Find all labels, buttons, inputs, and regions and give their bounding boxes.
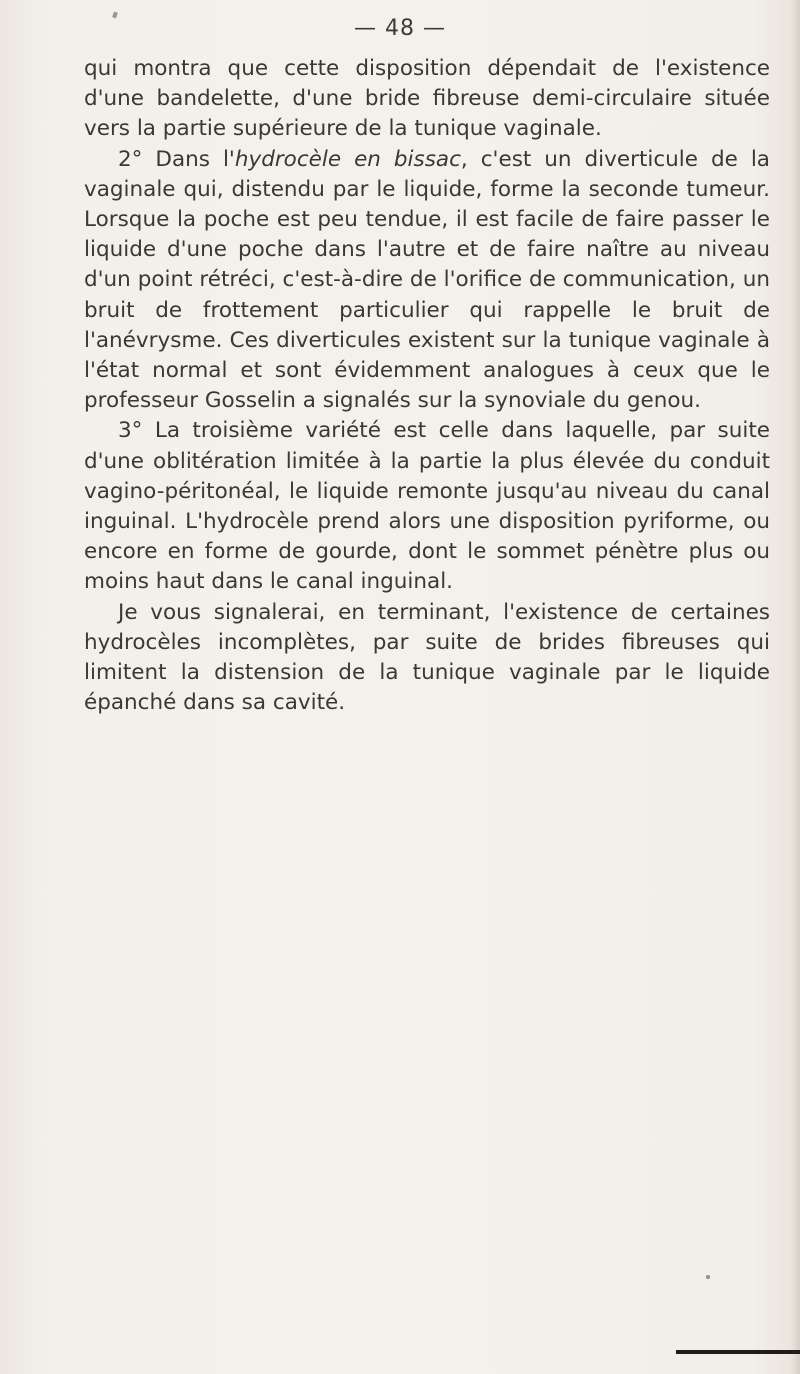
bottom-edge-line <box>676 1350 800 1354</box>
page-edge-shadow <box>790 0 800 1374</box>
paragraph-4: Je vous signalerai, en terminant, l'existence de certaines hydrocèles incomplètes, par suite de brides fibreuses qui limitent la distension de la tunique vaginale par le liquide épanché dans sa cavité. <box>84 599 770 716</box>
paragraph-2-rest: , c'est un diverticule de la vaginale qui, distendu par le liquide, forme la seconde tumeur. Lorsque la poche est peu tendue, il est facile de faire passer le liquide d'une poche dans l'autre et de faire naître au niveau d'un point rétréci, c'est-à-dire de l'orifice de communication, un bruit de frottement particulier qui rappelle le bruit de l'anévrysme. Ces diverticules existent sur la tunique vaginale à l'état normal et sont évidemment analogues à ceux que le professeur Gosselin a signalés sur la synoviale du genou. <box>84 146 770 414</box>
page-text <box>84 54 770 718</box>
page-number: — 48 — <box>354 16 446 41</box>
paragraph-2 <box>84 145 770 417</box>
hydrocele-en-bissac-term: hydrocèle en bissac <box>234 146 461 172</box>
ink-dot <box>706 1275 710 1279</box>
paragraph-2-prefix: 2° Dans l' <box>118 146 235 172</box>
paragraph-1: qui montra que cette disposition dépendait de l'existence d'une bandelette, d'une bride fibreuse demi-circulaire située vers la partie supérieure de la tunique vaginale. <box>84 56 770 142</box>
paragraph-3: 3° La troisième variété est celle dans laquelle, par suite d'une oblitération limitée à la partie la plus élevée du conduit vagino-péritonéal, le liquide remonte jusqu'au niveau du canal inguinal. L'hydrocèle prend alors une disposition pyriforme, ou encore en forme de gourde, dont le sommet pénètre plus ou moins haut dans le canal inguinal. <box>84 418 770 595</box>
